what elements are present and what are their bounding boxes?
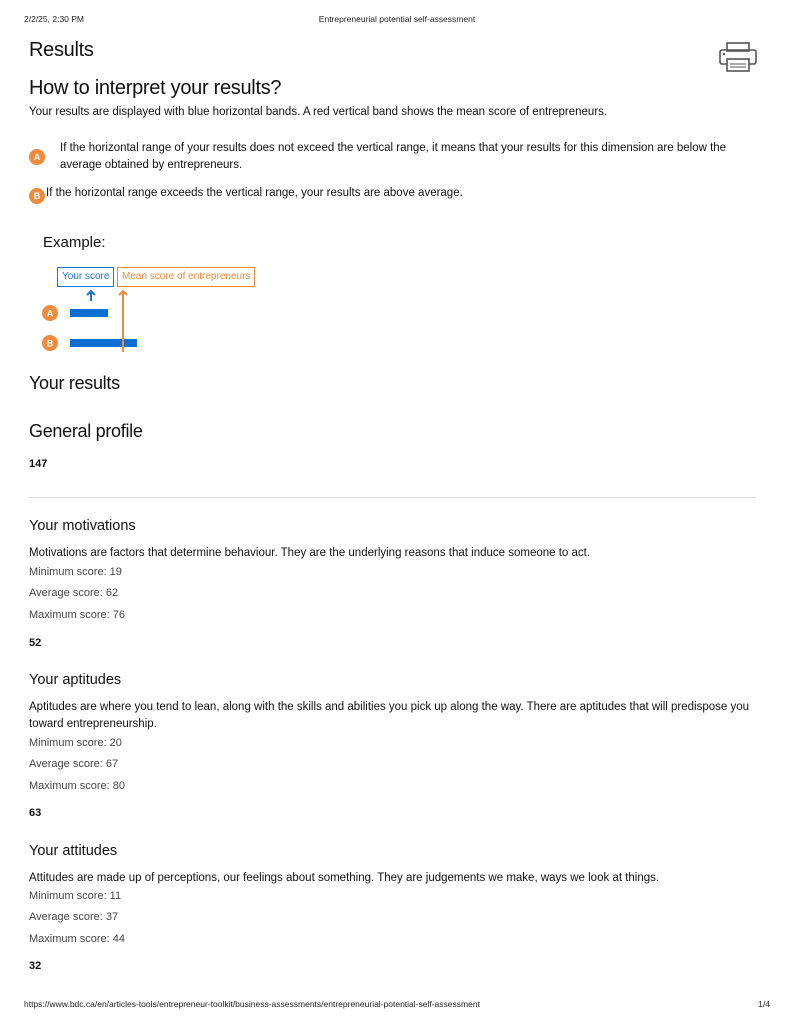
print-footer [24,999,770,1011]
your-results-heading: Your results [29,373,120,393]
example-badge-a: A [46,308,54,319]
aptitudes-score: 63 [29,807,42,819]
motivations-heading: Your motivations [29,518,136,534]
motivations-minimum: Minimum score: 19 [29,566,122,578]
print-datetime: 2/2/25, 2:30 PM [24,14,85,24]
attitudes-description: Attitudes are made up of perceptions, our feelings about something. They are judgements we make, ways we look at things. [29,872,660,884]
example-row-a [42,305,108,321]
printer-icon [719,42,757,72]
attitudes-average: Average score: 37 [29,911,119,923]
motivations-description: Motivations are factors that determine behaviour. They are the underlying reasons that induce someone to act. [29,547,591,559]
page-title: Results [29,39,94,61]
print-header [24,14,770,26]
interpret-heading: How to interpret your results? [29,77,282,99]
legend-mean-score: Mean score of entrepreneurs [117,267,255,287]
note-b-text: If the horizontal range exceeds the vertical range, your results are above average. [46,187,463,199]
attitudes-heading: Your attitudes [29,843,118,859]
badge-a: A [29,149,45,165]
print-url: https://www.bdc.ca/en/articles-tools/entrepreneur-toolkit/business-assessments/entrepreneurial-potential-self-assessment [24,999,480,1009]
example-row-b [42,335,137,352]
example-label: Example: [43,234,106,251]
general-profile-score: 147 [29,458,48,470]
motivations-maximum: Maximum score: 76 [29,609,125,621]
your-score-arrow [87,291,95,301]
aptitudes-maximum: Maximum score: 80 [29,780,125,792]
legend-your-score: Your score [57,267,114,287]
attitudes-score: 32 [29,960,42,972]
badge-b: B [29,188,45,204]
aptitudes-average: Average score: 67 [29,758,119,770]
attitudes-maximum: Maximum score: 44 [29,933,125,945]
aptitudes-minimum: Minimum score: 20 [29,737,122,749]
divider [29,497,756,498]
aptitudes-description: Aptitudes are where you tend to lean, along with the skills and abilities you pick up along the way. There are aptitudes that will predispose you toward entrepreneurship. [29,701,750,730]
attitudes-minimum: Minimum score: 11 [29,890,122,902]
page-number: 1/4 [758,999,770,1009]
example-bar-b [70,339,137,347]
interpret-intro: Your results are displayed with blue horizontal bands. A red vertical band shows the mean score of entrepreneurs. [29,106,608,118]
example-bar-a [70,309,108,317]
print-button[interactable] [719,42,757,72]
general-profile-heading: General profile [29,421,143,441]
motivations-score: 52 [29,637,42,649]
print-document-title: Entrepreneurial potential self-assessment [318,14,476,24]
example-diagram [39,288,159,354]
aptitudes-heading: Your aptitudes [29,672,122,688]
example-badge-b: B [46,338,54,349]
motivations-average: Average score: 62 [29,587,119,599]
note-a-text: If the horizontal range of your results does not exceed the vertical range, it means that your results for this dimension are below the average obtained by entrepreneurs. [60,142,727,171]
